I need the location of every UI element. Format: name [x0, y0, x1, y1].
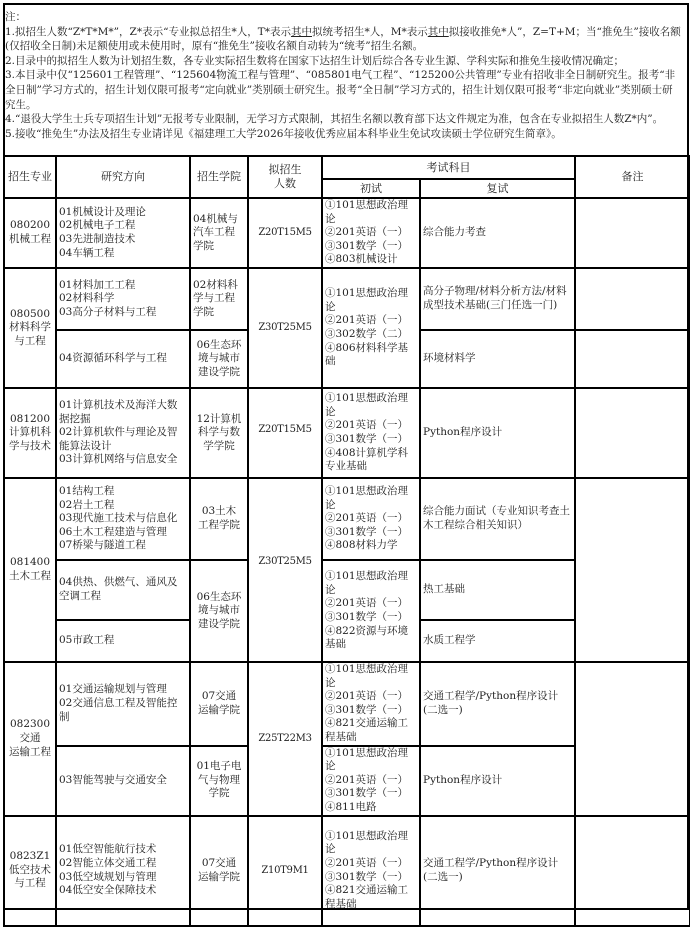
remark-cell — [575, 198, 690, 268]
retest-cell: 高分子物理/材料分析方法/材料成型技术基础(三门任选一门) — [420, 268, 575, 330]
retest-cell: Python程序设计 — [420, 388, 575, 478]
notes-section — [5, 10, 681, 141]
count-cell: Z25T22M3 — [248, 662, 322, 816]
direction-cell: 04供热、供燃气、通风及空调工程 — [56, 560, 190, 620]
college-cell: 06生态环境与城市建设学院 — [190, 560, 248, 662]
table-row — [4, 268, 690, 330]
note-1 — [5, 25, 681, 54]
college-cell: 07交通 运输学院 — [190, 816, 248, 926]
major-cell: 0823Z1 低空技术与工程 — [4, 816, 56, 926]
note-5: 5.接收“推免生”办法及招生专业请详见《福建理工大学2026年接收优秀应届本科毕业生免试攻读硕士学位研究生简章》。 — [5, 127, 562, 140]
college-cell: 06生态环境与城市建设学院 — [190, 330, 248, 388]
direction-cell: 03智能驾驶与交通安全 — [56, 746, 190, 816]
direction-cell: 01计算机技术及海洋大数据挖掘 02计算机软件与理论及智能算法设计 03计算机网络与信息安全 — [56, 388, 190, 478]
note-1-part: 拟统考招生*人，M*表示 — [311, 25, 428, 38]
remark-cell — [575, 268, 690, 330]
first-exam-cell: ①101思想政治理论 ②201英语（一） ③301数学（一） ④821交通运输工程基础 — [322, 816, 420, 926]
major-cell: 082300 交通 运输工程 — [4, 662, 56, 816]
college-cell: 12计算机科学与数学学院 — [190, 388, 248, 478]
remark-cell — [575, 330, 690, 388]
retest-cell: 综合能力考查 — [420, 198, 575, 268]
table-row — [4, 388, 690, 478]
retest-cell: 环境材料学 — [420, 330, 575, 388]
college-cell: 02材料科学与工程学院 — [190, 268, 248, 330]
direction-cell: 01结构工程 02岩土工程 03现代施工技术与信息化 06土木工程建造与管理 07桥梁与隧道工程 — [56, 478, 190, 560]
header-row — [4, 156, 690, 179]
college-cell: 03土木 工程学院 — [190, 478, 248, 560]
count-cell: Z20T15M5 — [248, 198, 322, 268]
remark-cell — [575, 478, 690, 662]
note-2: 2.目录中的拟招生人数为计划招生数，各专业实际招生数将在国家下达招生计划后综合各专业生源、学科实际和推免生接收情况确定； — [5, 54, 625, 67]
count-cell: Z20T15M5 — [248, 388, 322, 478]
direction-cell: 01材料加工工程 02材料科学 03高分子材料与工程 — [56, 268, 190, 330]
direction-cell: 05市政工程 — [56, 620, 190, 662]
direction-cell: 01交通运输规划与管理 02交通信息工程及智能控制 — [56, 662, 190, 746]
header-exam: 考试科目 — [322, 156, 575, 179]
note-3: 3.本目录中仅“125601工程管理”、“125604物流工程与管理”、“085801电气工程”、“125200公共管理”专业有招收非全日制研究生。报考“非全日制”学习方式的，招生计划仅限可报考“定向就业”类别硕士研究生。报考“全日制”学习方式的，招生计划仅限可报考“非定向就业”类别硕士研究生。 — [5, 69, 676, 111]
catalog-table — [3, 155, 690, 927]
count-cell: Z30T25M5 — [248, 268, 322, 388]
first-exam-cell: ①101思想政治理论 ②201英语（一） ③301数学（一） ④822资源与环境基础 — [322, 560, 420, 662]
first-exam-cell: ①101思想政治理论 ②201英语（一） ③301数学（一） ④803机械设计 — [322, 198, 420, 268]
table-row — [4, 478, 690, 560]
first-exam-cell: ①101思想政治理论 ②201英语（一） ③301数学（一） ④408计算机学科专业基础 — [322, 388, 420, 478]
header-major: 招生专业 — [4, 156, 56, 198]
college-cell: 01电子电气与物理学院 — [190, 746, 248, 816]
header-count: 拟招生 人数 — [248, 156, 322, 198]
note-1-underline: 其中 — [290, 25, 312, 38]
header-retest: 复试 — [420, 179, 575, 198]
direction-cell: 01机械设计及理论 02机械电子工程 03先进制造技术 04车辆工程 — [56, 198, 190, 268]
notes-title: 注： — [5, 11, 26, 23]
table-row — [4, 662, 690, 746]
major-cell: 081400 土木工程 — [4, 478, 56, 662]
first-exam-cell: ①101思想政治理论 ②201英语（一） ③301数学（一） ④821交通运输工程基础 — [322, 662, 420, 746]
direction-cell: 01低空智能航行技术 02智能立体交通工程 03低空域规划与管理 04低空安全保障技术 — [56, 816, 190, 926]
first-exam-cell: ①101思想政治理论 ②201英语（一） ③301数学（一） ④808材料力学 — [322, 478, 420, 560]
first-exam-cell: ①101思想政治理论 ②201英语（一） ③301数学（一） ④811电路 — [322, 746, 420, 816]
table-row — [4, 816, 690, 926]
note-1-part: 1.拟招生人数“Z*T*M*”，Z*表示“专业拟总招生*人，T*表示 — [5, 25, 291, 38]
header-direction: 研究方向 — [56, 156, 190, 198]
major-cell: 080200 机械工程 — [4, 198, 56, 268]
header-college: 招生学院 — [190, 156, 248, 198]
retest-cell: 综合能力面试（专业知识考查土木工程综合相关知识） — [420, 478, 575, 560]
direction-cell: 04资源循环科学与工程 — [56, 330, 190, 388]
note-4: 4.“退役大学生士兵专项招生计划”无报考专业限制，无学习方式限制，其招生名额以教育部下达文件规定为准，包含在专业拟招生人数Z*内”。 — [5, 113, 664, 126]
table-row — [4, 198, 690, 268]
retest-cell: Python程序设计 — [420, 746, 575, 816]
college-cell: 04机械与汽车工程学院 — [190, 198, 248, 268]
retest-cell: 水质工程学 — [420, 620, 575, 662]
major-cell: 081200 计算机科学与技术 — [4, 388, 56, 478]
count-cell: Z30T25M5 — [248, 478, 322, 662]
first-exam-cell: ①101思想政治理论 ②201英语（一） ③302数学（二） ④806材料科学基础 — [322, 268, 420, 388]
retest-cell: 交通工程学/Python程序设计(二选一) — [420, 816, 575, 926]
header-first: 初试 — [322, 179, 420, 198]
college-cell: 07交通 运输学院 — [190, 662, 248, 746]
major-cell: 080500 材料科学与工程 — [4, 268, 56, 388]
note-1-underline: 其中 — [427, 25, 449, 38]
count-cell: Z10T9M1 — [248, 816, 322, 926]
retest-cell: 热工基础 — [420, 560, 575, 620]
remark-cell — [575, 662, 690, 816]
remark-cell — [575, 816, 690, 926]
retest-cell: 交通工程学/Python程序设计(二选一) — [420, 662, 575, 746]
remark-cell — [575, 388, 690, 478]
note-1-part: 拟接收推免*人”，Z=T+M；当“推免生”接收名额(仅招收全日制)未足额使用或未使用时，原有“推免生”接收名额自动转为“统考”招生名额。 — [5, 25, 681, 53]
header-remark: 备注 — [575, 156, 690, 198]
